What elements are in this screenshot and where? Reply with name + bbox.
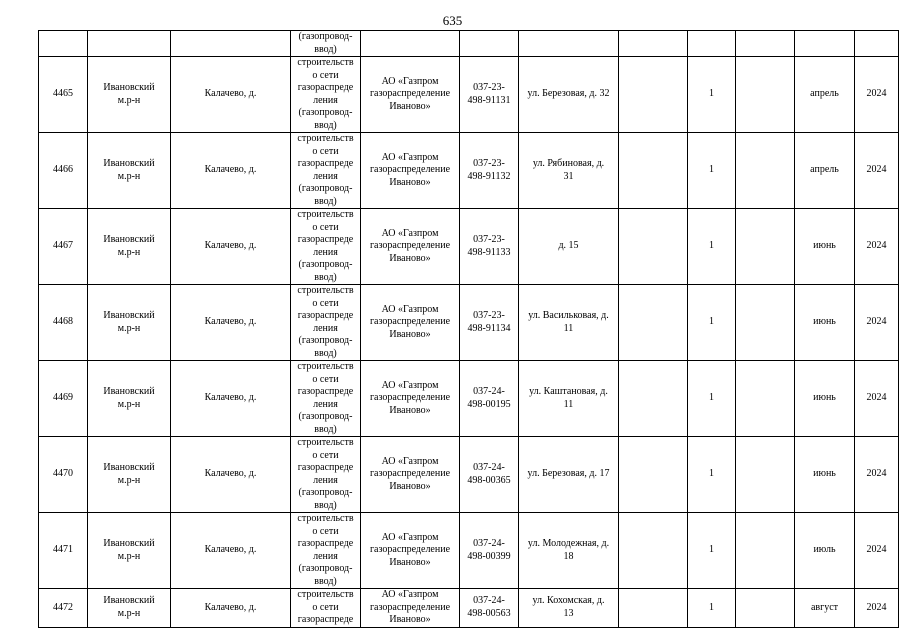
cell-empty-1	[619, 513, 688, 589]
cell-year: 2024	[855, 513, 899, 589]
cell-empty-1	[619, 361, 688, 437]
cell-org: АО «Газпром газораспределение Иваново»	[361, 513, 460, 589]
cell-code: 037-23- 498-91131	[460, 57, 519, 133]
cell-qty: 1	[688, 437, 736, 513]
cell-month: июль	[795, 513, 855, 589]
cell-year: 2024	[855, 209, 899, 285]
cell-settlement: Калачево, д.	[171, 133, 291, 209]
cell-num: 4469	[39, 361, 88, 437]
cell-code: 037-23- 498-91134	[460, 285, 519, 361]
cell-district: Ивановский м.р-н	[88, 209, 171, 285]
cell-qty: 1	[688, 57, 736, 133]
cell-num: 4471	[39, 513, 88, 589]
cell-district	[88, 31, 171, 57]
cell-code: 037-24- 498-00365	[460, 437, 519, 513]
cell-org: АО «Газпром газораспределение Иваново»	[361, 209, 460, 285]
cell-empty-2	[736, 209, 795, 285]
cell-address: ул. Березовая, д. 32	[519, 57, 619, 133]
cell-code: 037-24- 498-00563	[460, 589, 519, 628]
cell-district: Ивановский м.р-н	[88, 285, 171, 361]
cell-org: АО «Газпром газораспределение Иваново»	[361, 57, 460, 133]
cell-num: 4468	[39, 285, 88, 361]
cell-district: Ивановский м.р-н	[88, 133, 171, 209]
table-row	[39, 133, 899, 209]
registry-table	[38, 30, 899, 628]
cell-address: ул. Васильковая, д. 11	[519, 285, 619, 361]
cell-org	[361, 31, 460, 57]
cell-qty: 1	[688, 133, 736, 209]
cell-settlement: Калачево, д.	[171, 285, 291, 361]
cell-org: АО «Газпром газораспределение Иваново»	[361, 589, 460, 628]
cell-work: строительств о сети газораспреде ления (газопровод- ввод)	[291, 361, 361, 437]
cell-empty-1	[619, 57, 688, 133]
cell-num: 4470	[39, 437, 88, 513]
cell-empty-2	[736, 513, 795, 589]
cell-address: д. 15	[519, 209, 619, 285]
cell-district: Ивановский м.р-н	[88, 589, 171, 628]
cell-empty-1	[619, 285, 688, 361]
cell-empty-1	[619, 133, 688, 209]
cell-month: июнь	[795, 361, 855, 437]
cell-num	[39, 31, 88, 57]
cell-address: ул. Молодежная, д. 18	[519, 513, 619, 589]
cell-code: 037-24- 498-00399	[460, 513, 519, 589]
cell-district: Ивановский м.р-н	[88, 437, 171, 513]
cell-district: Ивановский м.р-н	[88, 361, 171, 437]
cell-settlement: Калачево, д.	[171, 437, 291, 513]
cell-empty-1	[619, 589, 688, 628]
cell-address: ул. Кохомская, д. 13	[519, 589, 619, 628]
cell-code	[460, 31, 519, 57]
cell-empty-2	[736, 285, 795, 361]
cell-year: 2024	[855, 285, 899, 361]
cell-month	[795, 31, 855, 57]
cell-year: 2024	[855, 589, 899, 628]
cell-empty-2	[736, 31, 795, 57]
cell-org: АО «Газпром газораспределение Иваново»	[361, 437, 460, 513]
table-row	[39, 57, 899, 133]
table-body	[39, 31, 899, 628]
table-row	[39, 513, 899, 589]
cell-month: июнь	[795, 437, 855, 513]
cell-month: апрель	[795, 133, 855, 209]
cell-org: АО «Газпром газораспределение Иваново»	[361, 133, 460, 209]
cell-qty: 1	[688, 361, 736, 437]
cell-empty-1	[619, 437, 688, 513]
cell-settlement: Калачево, д.	[171, 209, 291, 285]
cell-address: ул. Березовая, д. 17	[519, 437, 619, 513]
cell-code: 037-23- 498-91133	[460, 209, 519, 285]
cell-empty-1	[619, 31, 688, 57]
cell-address	[519, 31, 619, 57]
cell-month: август	[795, 589, 855, 628]
cell-year: 2024	[855, 133, 899, 209]
cell-year	[855, 31, 899, 57]
cell-code: 037-23- 498-91132	[460, 133, 519, 209]
cell-empty-2	[736, 361, 795, 437]
cell-work: строительств о сети газораспреде ления (газопровод- ввод)	[291, 437, 361, 513]
cell-work: строительств о сети газораспреде ления (газопровод- ввод)	[291, 133, 361, 209]
cell-empty-2	[736, 437, 795, 513]
cell-district: Ивановский м.р-н	[88, 513, 171, 589]
cell-year: 2024	[855, 361, 899, 437]
cell-settlement: Калачево, д.	[171, 513, 291, 589]
cell-settlement: Калачево, д.	[171, 589, 291, 628]
cell-num: 4472	[39, 589, 88, 628]
cell-code: 037-24- 498-00195	[460, 361, 519, 437]
cell-address: ул. Рябиновая, д. 31	[519, 133, 619, 209]
cell-org: АО «Газпром газораспределение Иваново»	[361, 361, 460, 437]
cell-qty	[688, 31, 736, 57]
cell-qty: 1	[688, 513, 736, 589]
table-row	[39, 437, 899, 513]
cell-work: строительств о сети газораспреде ления (газопровод- ввод)	[291, 513, 361, 589]
table-row	[39, 285, 899, 361]
cell-settlement: Калачево, д.	[171, 361, 291, 437]
cell-month: июнь	[795, 285, 855, 361]
cell-work: строительств о сети газораспреде ления (газопровод- ввод)	[291, 57, 361, 133]
cell-year: 2024	[855, 57, 899, 133]
cell-settlement	[171, 31, 291, 57]
cell-district: Ивановский м.р-н	[88, 57, 171, 133]
table-row	[39, 589, 899, 628]
cell-settlement: Калачево, д.	[171, 57, 291, 133]
cell-work: строительств о сети газораспреде ления (газопровод- ввод)	[291, 209, 361, 285]
cell-qty: 1	[688, 209, 736, 285]
cell-org: АО «Газпром газораспределение Иваново»	[361, 285, 460, 361]
page-number: 635	[442, 13, 463, 28]
cell-num: 4465	[39, 57, 88, 133]
cell-month: июнь	[795, 209, 855, 285]
cell-month: апрель	[795, 57, 855, 133]
cell-empty-1	[619, 209, 688, 285]
cell-empty-2	[736, 57, 795, 133]
cell-work: строительств о сети газораспреде ления (газопровод- ввод)	[291, 285, 361, 361]
cell-num: 4467	[39, 209, 88, 285]
table-row	[39, 209, 899, 285]
cell-qty: 1	[688, 589, 736, 628]
cell-empty-2	[736, 589, 795, 628]
cell-year: 2024	[855, 437, 899, 513]
cell-address: ул. Каштановая, д. 11	[519, 361, 619, 437]
cell-work: (газопровод- ввод)	[291, 31, 361, 57]
cell-work: строительств о сети газораспреде	[291, 589, 361, 628]
cell-num: 4466	[39, 133, 88, 209]
table-row-continued	[39, 31, 899, 57]
table-row	[39, 361, 899, 437]
cell-qty: 1	[688, 285, 736, 361]
cell-empty-2	[736, 133, 795, 209]
